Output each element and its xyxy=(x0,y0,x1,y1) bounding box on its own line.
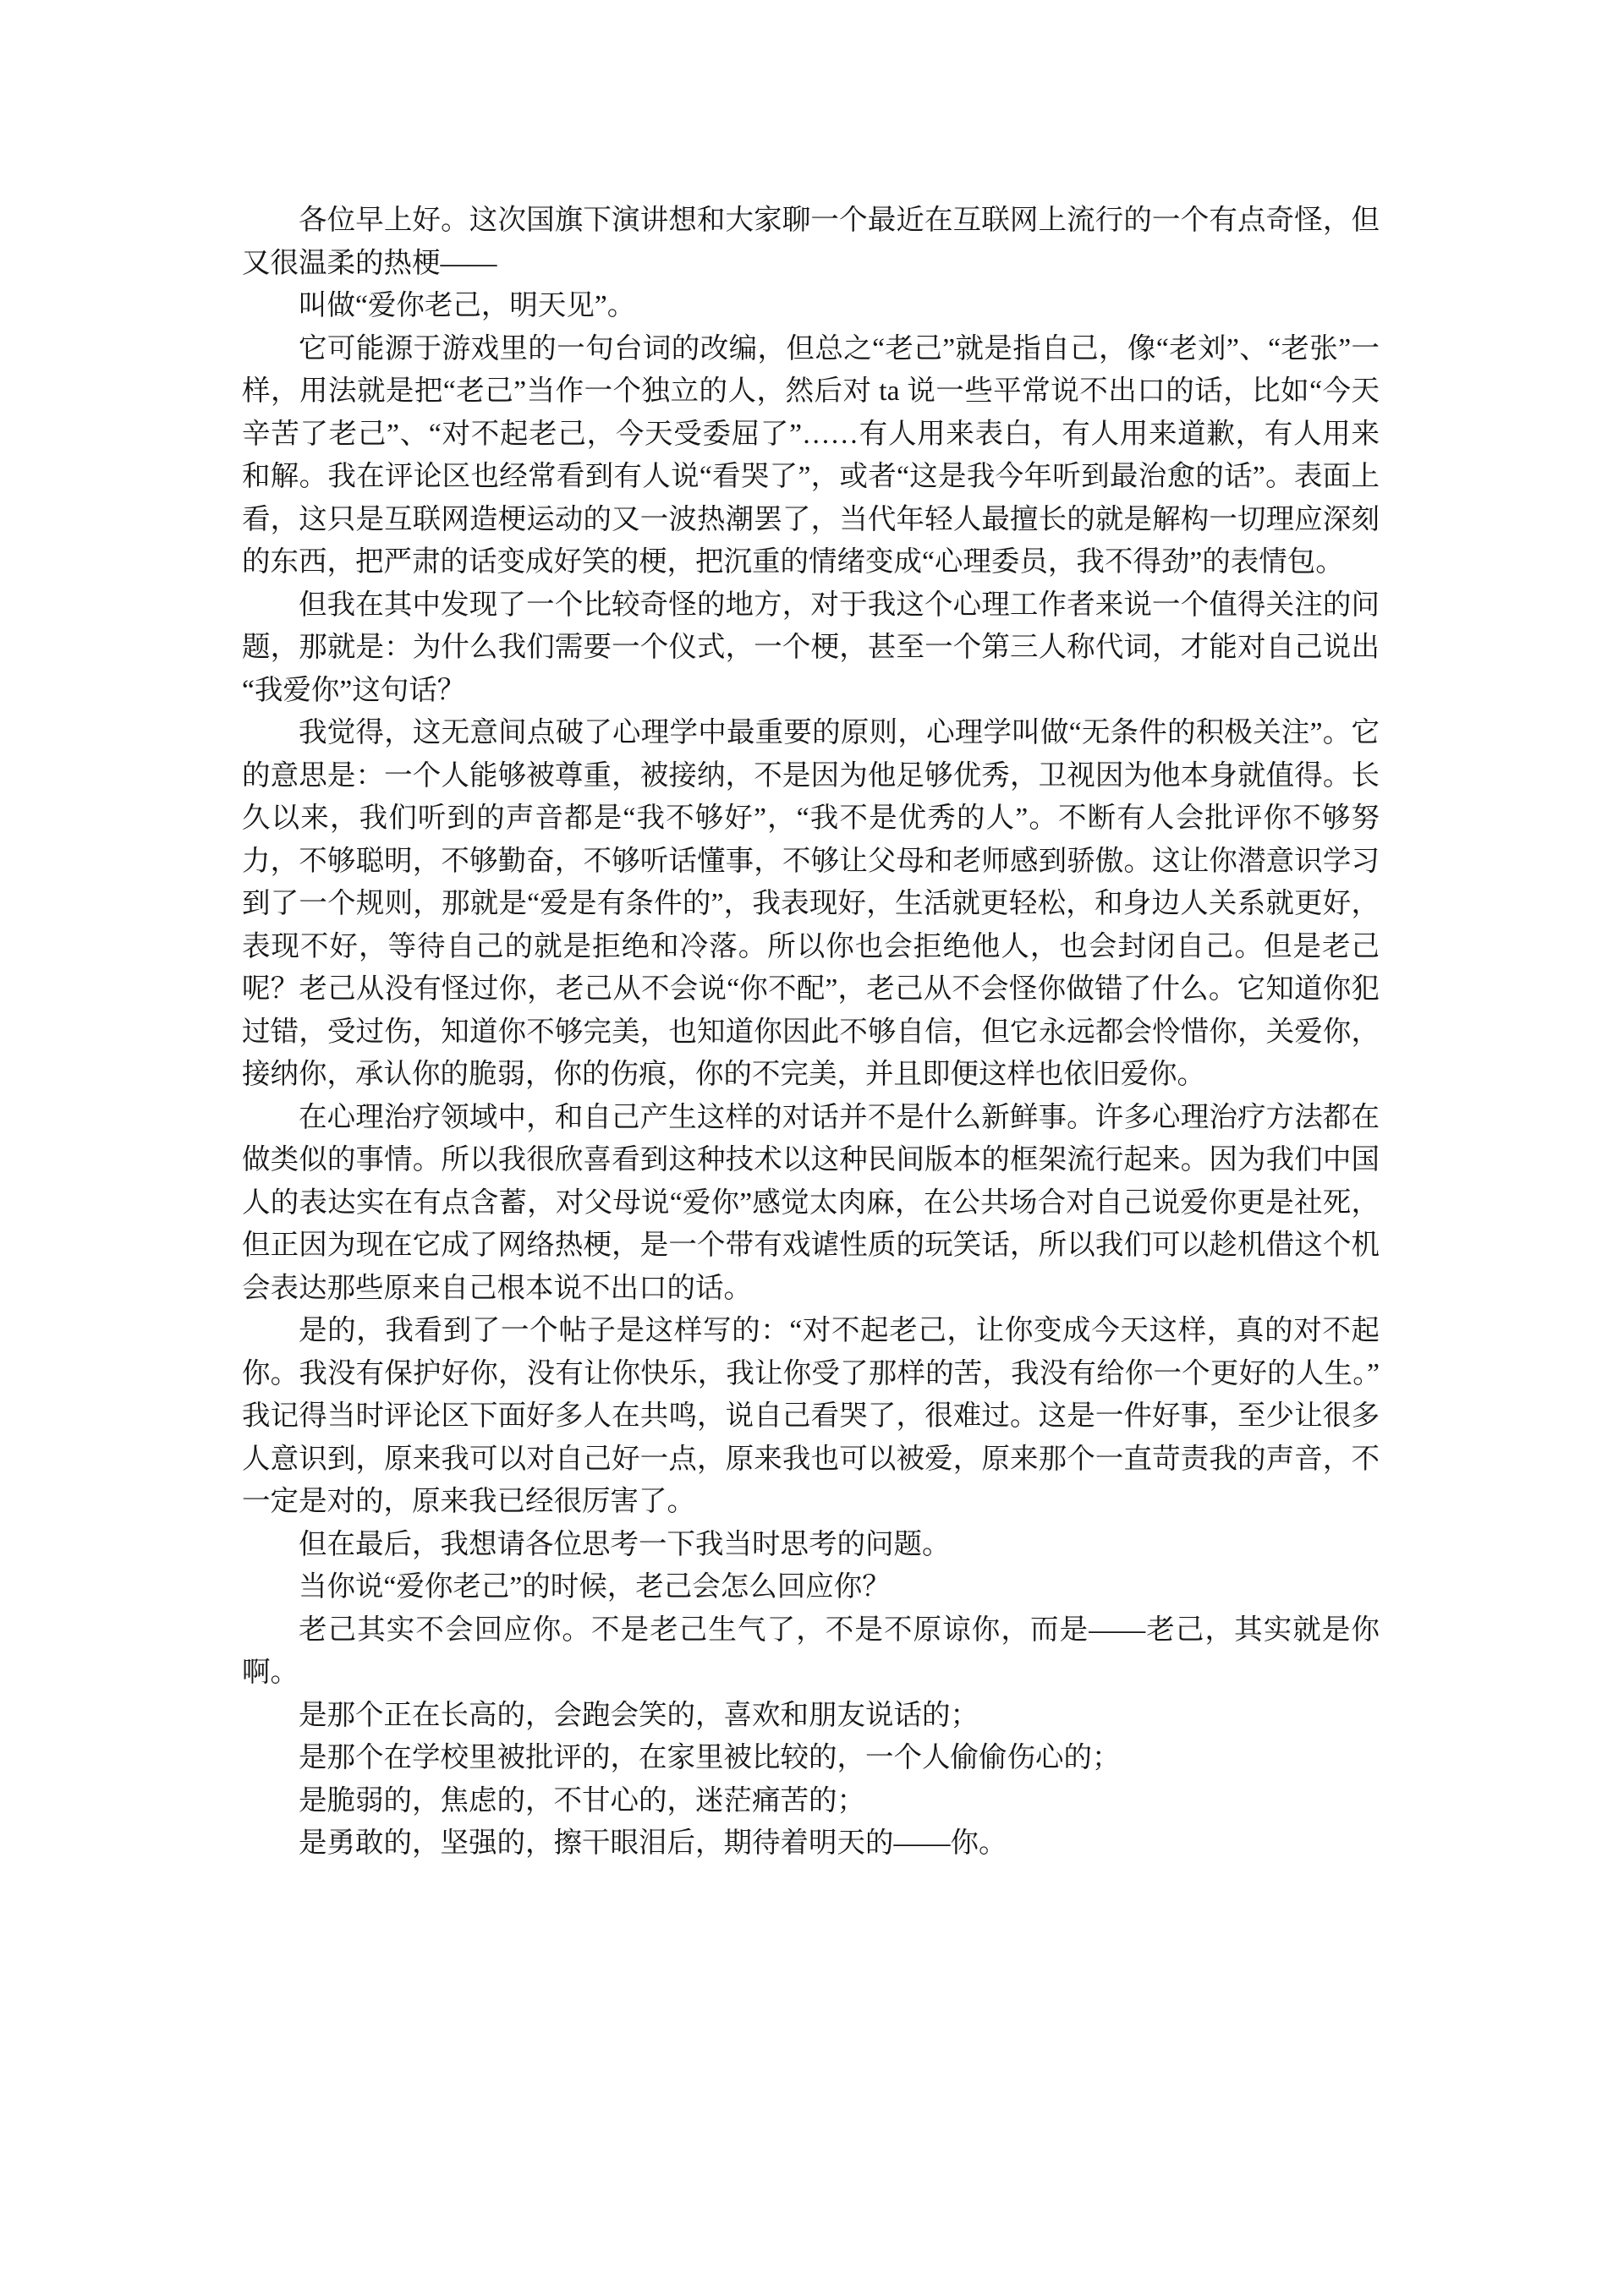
paragraph: 当你说“爱你老己”的时候，老己会怎么回应你？ xyxy=(299,1571,891,1603)
paragraph: 但在最后，我想请各位思考一下我当时思考的问题。 xyxy=(299,1528,951,1560)
document-body xyxy=(242,200,1380,1866)
paragraph: 老己其实不会回应你。不是老己生气了，不是不原谅你，而是——老己，其实就是你啊。 xyxy=(242,1614,1380,1688)
paragraph: 叫做“爱你老己，明天见”。 xyxy=(299,290,636,321)
paragraph: 是那个在学校里被批评的，在家里被比较的，一个人偷偷伤心的； xyxy=(299,1742,1121,1773)
paragraph: 在心理治疗领域中，和自己产生这样的对话并不是什么新鲜事。许多心理治疗方法都在做类似的事情。所以我很欣喜看到这种技术以这种民间版本的框架流行起来。因为我们中国人的表达实在有点含蓄，对父母说“爱你”感觉太肉麻，在公共场合对自己说爱你更是社死，但正因为现在它成了网络热梗，是一个带有戏谑性质的玩笑话，所以我们可以趁机借这个机会表达那些原来自己根本说不出口的话。 xyxy=(242,1101,1380,1304)
paragraph: 是勇敢的，坚强的，擦干眼泪后，期待着明天的——你。 xyxy=(299,1827,1007,1859)
paragraph: 我觉得，这无意间点破了心理学中最重要的原则，心理学叫做“无条件的积极关注”。它的意思是：一个人能够被尊重，被接纳，不是因为他足够优秀，卫视因为他本身就值得。长久以来，我们听到的声音都是“我不够好”，“我不是优秀的人”。不断有人会批评你不够努力，不够聪明，不够勤奋，不够听话懂事，不够让父母和老师感到骄傲。这让你潜意识学习到了一个规则，那就是“爱是有条件的”，我表现好，生活就更轻松，和身边人关系就更好，表现不好，等待自己的就是拒绝和冷落。所以你也会拒绝他人，也会封闭自己。但是老己呢？老己从没有怪过你，老己从不会说“你不配”，老己从不会怪你做错了什么。它知道你犯过错，受过伤，知道你不够完美，也知道你因此不够自信，但它永远都会怜惜你，关爱你，接纳你，承认你的脆弱，你的伤痕，你的不完美，并且即便这样也依旧爱你。 xyxy=(242,717,1380,1090)
paragraph: 它可能源于游戏里的一句台词的改编，但总之“老己”就是指自己，像“老刘”、“老张”一样，用法就是把“老己”当作一个独立的人，然后对 ta 说一些平常说不出口的话，比如“今天辛苦了老己”、“对不起老己，今天受委屈了”……有人用来表白，有人用来道歉，有人用来和解。我在评论区也经常看到有人说“看哭了”，或者“这是我今年听到最治愈的话”。表面上看，这只是互联网造梗运动的又一波热潮罢了，当代年轻人最擅长的就是解构一切理应深刻的东西，把严肃的话变成好笑的梗，把沉重的情绪变成“心理委员，我不得劲”的表情包。 xyxy=(242,332,1380,578)
paragraph: 是那个正在长高的，会跑会笑的，喜欢和朋友说话的； xyxy=(299,1699,979,1731)
paragraph: 各位早上好。这次国旗下演讲想和大家聊一个最近在互联网上流行的一个有点奇怪，但又很温柔的热梗—— xyxy=(242,205,1380,279)
paragraph: 但我在其中发现了一个比较奇怪的地方，对于我这个心理工作者来说一个值得关注的问题，那就是：为什么我们需要一个仪式，一个梗，甚至一个第三人称代词，才能对自己说出“我爱你”这句话？ xyxy=(242,589,1380,706)
paragraph: 是的，我看到了一个帖子是这样写的：“对不起老己，让你变成今天这样，真的对不起你。我没有保护好你，没有让你快乐，我让你受了那样的苦，我没有给你一个更好的人生。”我记得当时评论区下面好多人在共鸣，说自己看哭了，很难过。这是一件好事，至少让很多人意识到，原来我可以对自己好一点，原来我也可以被爱，原来那个一直苛责我的声音，不一定是对的，原来我已经很厉害了。 xyxy=(242,1315,1380,1517)
paragraph: 是脆弱的，焦虑的，不甘心的，迷茫痛苦的； xyxy=(299,1784,865,1817)
